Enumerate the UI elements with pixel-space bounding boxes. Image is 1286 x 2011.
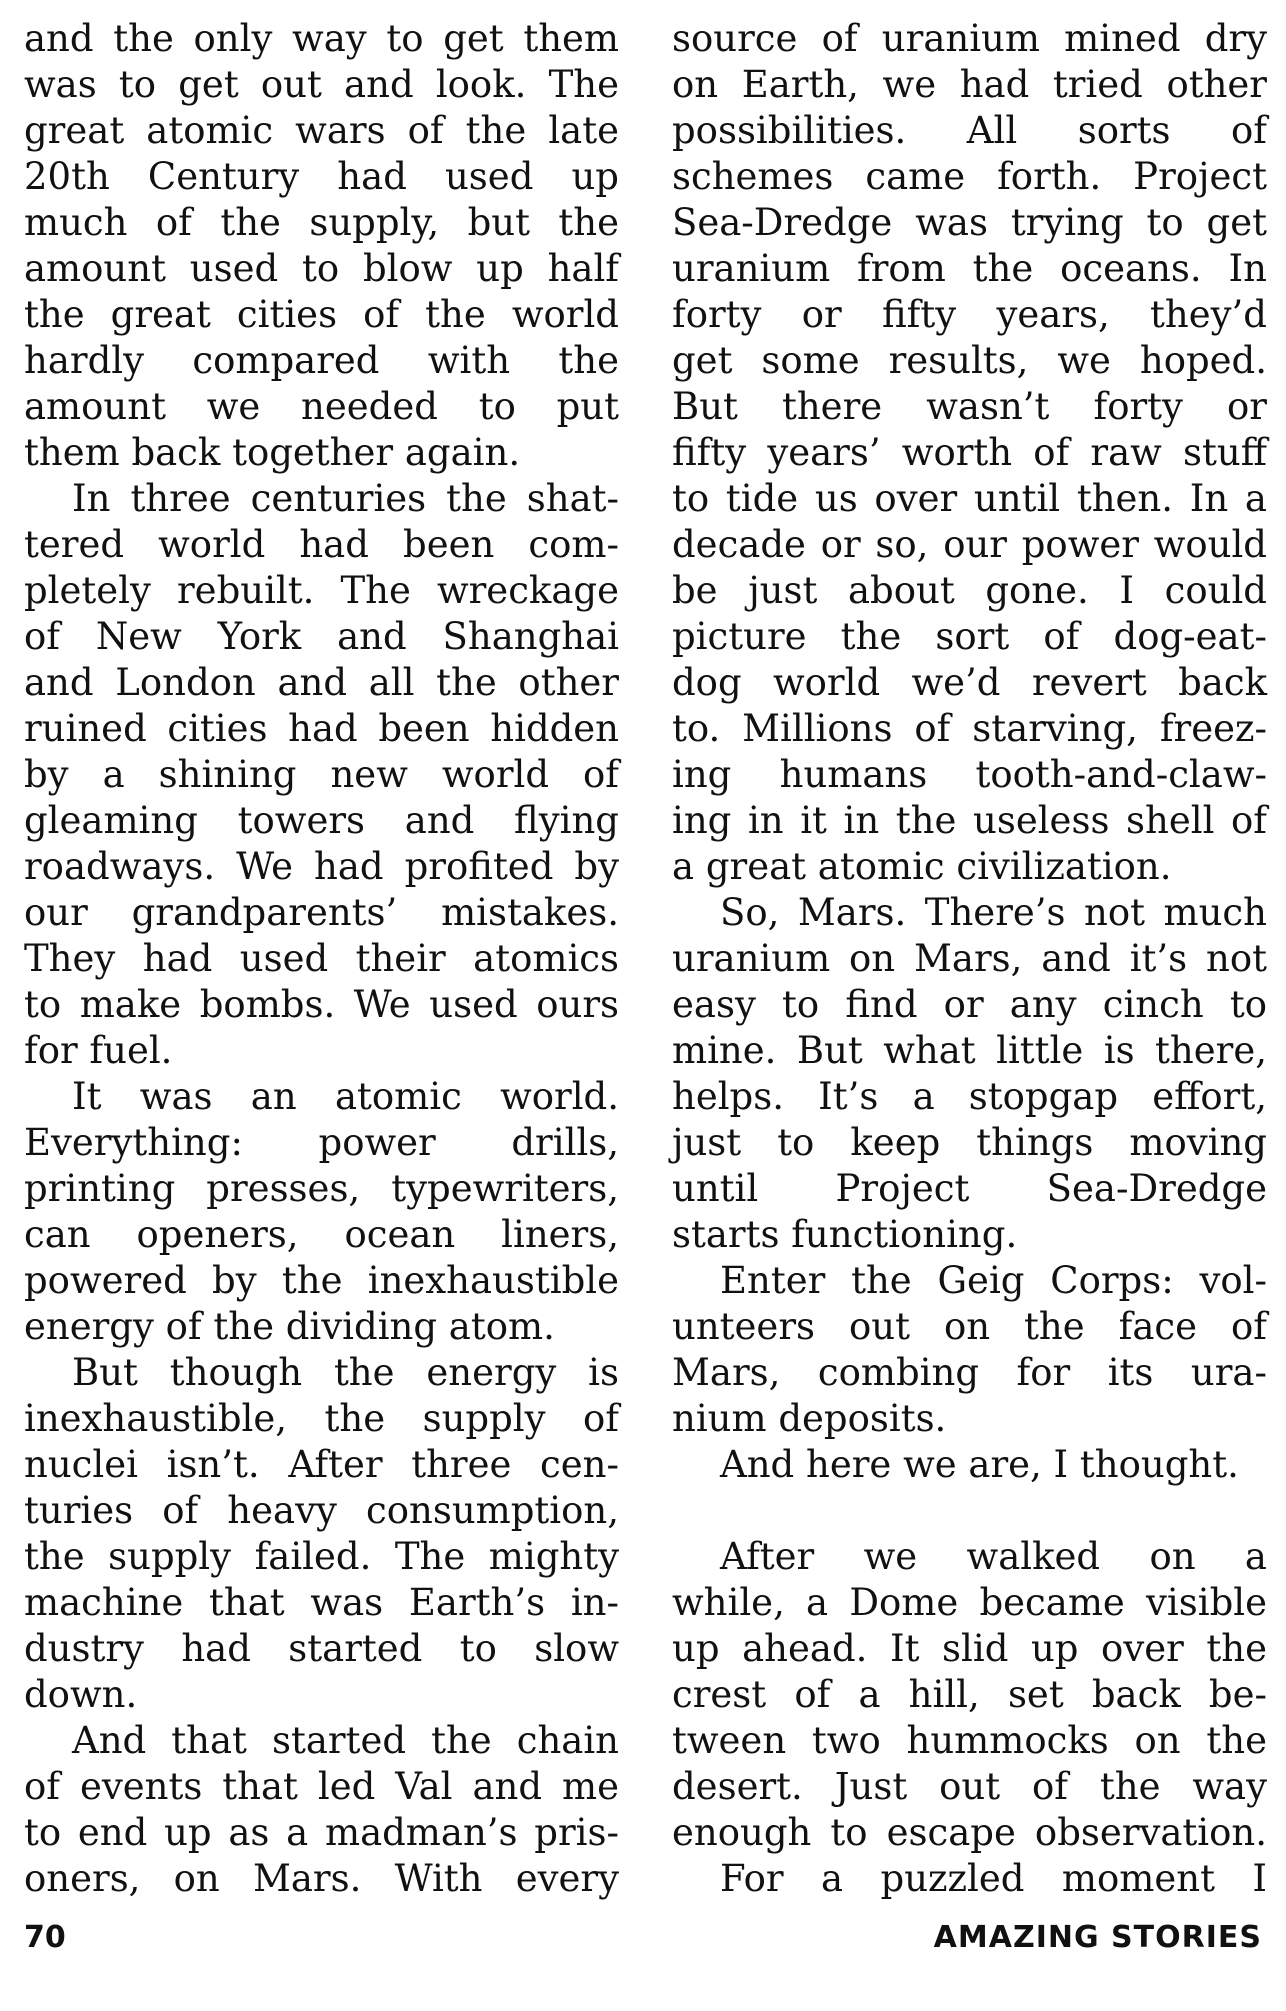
- text-line: tween two hummocks on the: [672, 1719, 1267, 1762]
- text-line: a great atomic civilization.: [672, 845, 1172, 888]
- text-line: them back together again.: [24, 431, 521, 474]
- text-line: on Earth, we had tried other: [672, 63, 1267, 106]
- text-line: down.: [24, 1673, 138, 1716]
- text-line: machine that was Earth’s in-: [24, 1581, 619, 1624]
- text-line: the great cities of the world: [24, 293, 619, 336]
- text-line: mine. But what little is there,: [672, 1029, 1267, 1072]
- text-line: to end up as a madman’s pris-: [24, 1811, 619, 1854]
- text-line: energy of the dividing atom.: [24, 1305, 555, 1348]
- text-line: powered by the inexhaustible: [24, 1259, 619, 1302]
- text-line: for fuel.: [24, 1029, 173, 1072]
- text-line: our grandparents’ mistakes.: [24, 891, 619, 934]
- text-line: For a puzzled moment I: [720, 1857, 1267, 1900]
- text-line: And here we are, I thought.: [720, 1443, 1239, 1486]
- text-line: printing presses, typewriters,: [24, 1167, 619, 1210]
- text-line: Enter the Geig Corps: vol-: [720, 1259, 1267, 1302]
- text-line: tered world had been com-: [24, 523, 619, 566]
- text-line: nium deposits.: [672, 1397, 947, 1440]
- text-line: crest of a hill, set back be-: [672, 1673, 1267, 1716]
- text-line: was to get out and look. The: [24, 63, 619, 106]
- text-line: schemes came forth. Project: [672, 155, 1267, 198]
- text-line: dustry had started to slow: [24, 1627, 619, 1670]
- text-line: until Project Sea-Dredge: [672, 1167, 1267, 1210]
- text-line: picture the sort of dog-eat-: [672, 615, 1267, 658]
- text-line: amount we needed to put: [24, 385, 619, 428]
- page-footer: [24, 1920, 1262, 1960]
- text-line: nuclei isn’t. After three cen-: [24, 1443, 619, 1486]
- text-line: dog world we’d revert back: [672, 661, 1267, 704]
- text-line: uranium on Mars, and it’s not: [672, 937, 1267, 980]
- text-line: turies of heavy consumption,: [24, 1489, 619, 1532]
- text-line: pletely rebuilt. The wreckage: [24, 569, 619, 612]
- text-line: gleaming towers and flying: [24, 799, 619, 842]
- section-break: [672, 1488, 1267, 1534]
- text-line: easy to find or any cinch to: [672, 983, 1267, 1026]
- text-line: helps. It’s a stopgap effort,: [672, 1075, 1267, 1118]
- text-line: But though the energy is: [72, 1351, 619, 1394]
- text-line: to make bombs. We used ours: [24, 983, 619, 1026]
- text-line: amount used to blow up half: [24, 247, 619, 290]
- text-line: starts functioning.: [672, 1213, 1018, 1256]
- text-line: decade or so, our power would: [672, 523, 1267, 566]
- text-line: But there wasn’t forty or: [672, 385, 1267, 428]
- left-column: [24, 16, 619, 1902]
- text-line: of events that led Val and me: [24, 1765, 619, 1808]
- text-line: to. Millions of starving, freez-: [672, 707, 1267, 750]
- text-line: be just about gone. I could: [672, 569, 1267, 612]
- text-line: unteers out on the face of: [672, 1305, 1267, 1348]
- text-line: up ahead. It slid up over the: [672, 1627, 1267, 1670]
- text-line: hardly compared with the: [24, 339, 619, 382]
- text-line: oners, on Mars. With every: [24, 1857, 619, 1900]
- text-line: forty or fifty years, they’d: [672, 293, 1267, 336]
- text-line: great atomic wars of the late: [24, 109, 619, 152]
- text-line: ing humans tooth-and-claw-: [672, 753, 1267, 796]
- text-line: can openers, ocean liners,: [24, 1213, 619, 1256]
- text-line: It was an atomic world.: [72, 1075, 619, 1118]
- page-number: 70: [24, 1920, 66, 1955]
- text-line: while, a Dome became visible: [672, 1581, 1267, 1624]
- text-line: enough to escape observation.: [672, 1811, 1267, 1854]
- text-line: by a shining new world of: [24, 753, 619, 796]
- text-line: roadways. We had profited by: [24, 845, 619, 888]
- text-line: fifty years’ worth of raw stuff: [672, 431, 1267, 474]
- text-line: And that started the chain: [72, 1719, 619, 1762]
- text-line: source of uranium mined dry: [672, 17, 1267, 60]
- text-line: desert. Just out of the way: [672, 1765, 1267, 1808]
- text-line: and the only way to get them: [24, 17, 619, 60]
- text-line: just to keep things moving: [672, 1121, 1267, 1164]
- text-line: Mars, combing for its ura-: [672, 1351, 1267, 1394]
- text-line: of New York and Shanghai: [24, 615, 619, 658]
- text-line: ruined cities had been hidden: [24, 707, 619, 750]
- text-line: In three centuries the shat-: [72, 477, 619, 520]
- right-column: [672, 16, 1267, 1902]
- text-line: inexhaustible, the supply of: [24, 1397, 619, 1440]
- text-line: So, Mars. There’s not much: [720, 891, 1267, 934]
- text-line: 20th Century had used up: [24, 155, 619, 198]
- text-line: They had used their atomics: [24, 937, 619, 980]
- text-line: get some results, we hoped.: [672, 339, 1267, 382]
- text-line: much of the supply, but the: [24, 201, 619, 244]
- text-line: Everything: power drills,: [24, 1121, 619, 1164]
- text-line: to tide us over until then. In a: [672, 477, 1267, 520]
- text-line: After we walked on a: [720, 1535, 1267, 1578]
- text-line: possibilities. All sorts of: [672, 109, 1267, 152]
- text-line: Sea-Dredge was trying to get: [672, 201, 1267, 244]
- text-line: uranium from the oceans. In: [672, 247, 1267, 290]
- running-head: AMAZING STORIES: [933, 1920, 1262, 1955]
- text-line: ing in it in the useless shell of: [672, 799, 1267, 842]
- text-line: the supply failed. The mighty: [24, 1535, 619, 1578]
- text-line: and London and all the other: [24, 661, 619, 704]
